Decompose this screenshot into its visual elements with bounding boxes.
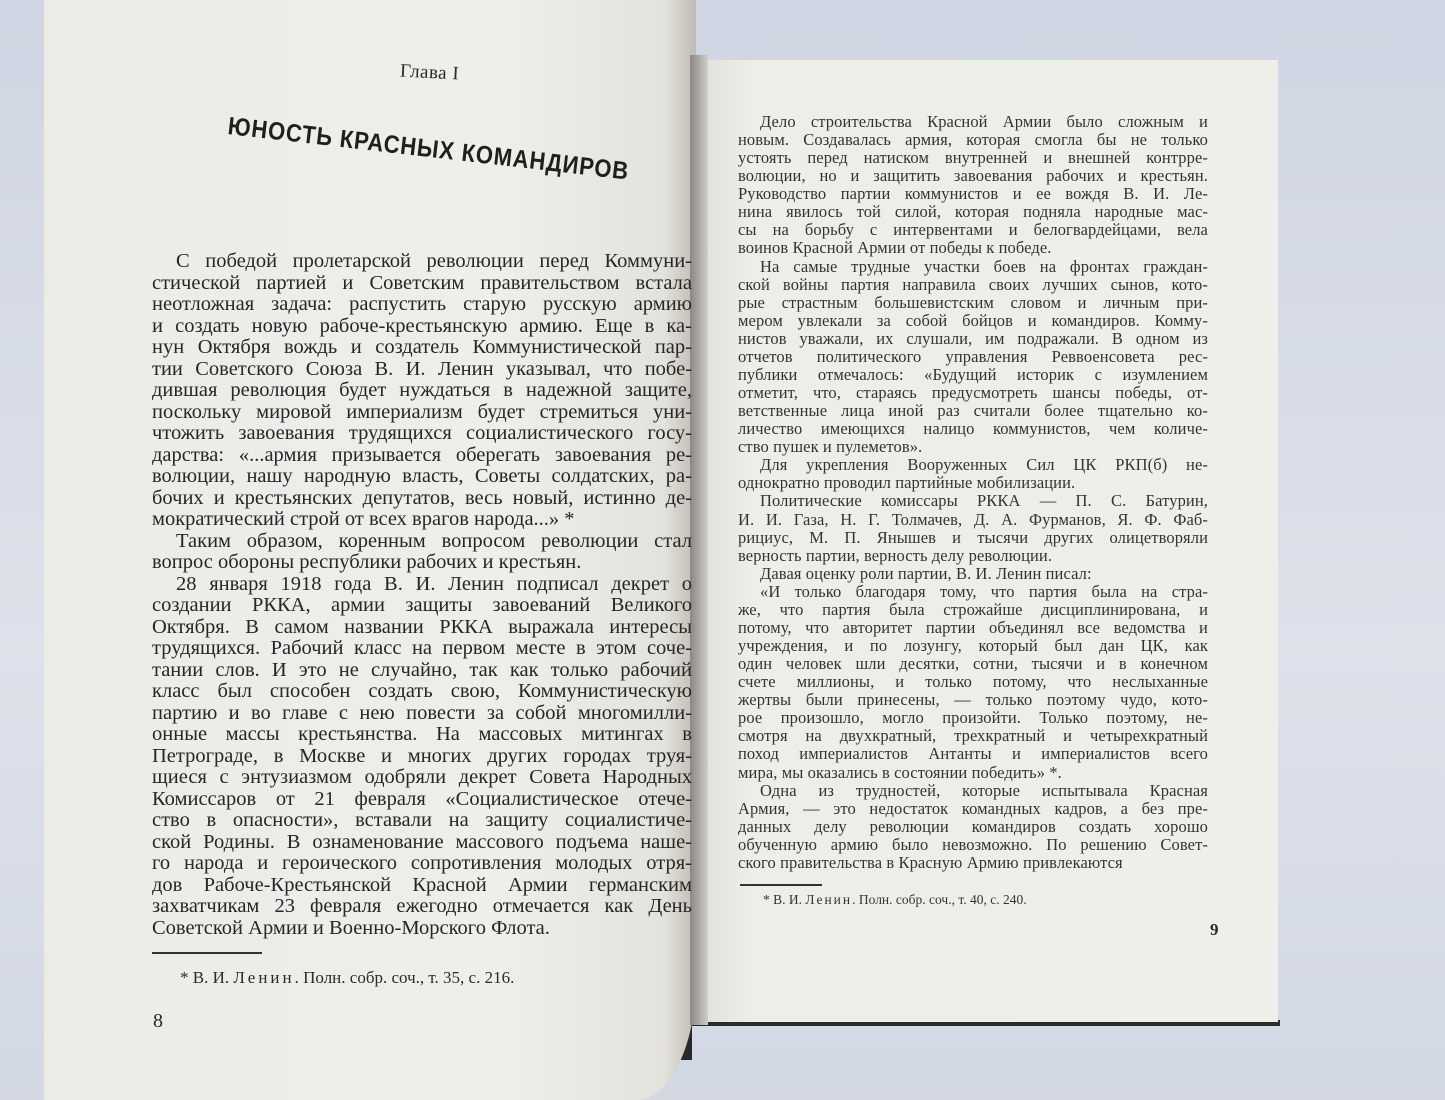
text-line: тании слов. И это не случайно, так как только рабочий — [152, 658, 692, 681]
text-line: С победой пролетарской революции перед Коммуни- — [176, 250, 692, 272]
text-line: стической партией и Советским правительством встала — [152, 271, 692, 294]
text-line: потому, что авторитет партии объединял все ведомства и — [738, 617, 1208, 637]
text-line: тии Советского Союза В. И. Ленин указывал, что побе- — [152, 357, 692, 380]
text-line: отчетов политического управления Реввоенсовета рес- — [738, 346, 1208, 366]
text-line: данных делу революции командиров создать хорошо — [738, 816, 1208, 836]
text-line: трудящихся. Рабочий класс на первом месте в этом соче- — [152, 637, 692, 659]
text-line: верность партии, верность делу революции. — [738, 545, 1053, 565]
text-line: ской Родины. В ознаменование массового подъема наше- — [152, 830, 692, 853]
text-line: ского правительства в Красную Армию привлекаются — [738, 852, 1123, 872]
text-line: жертвы были принесены, — только поэтому чудо, кото- — [738, 690, 1208, 710]
text-line: дившая революция будет нуждаться в надежной защите, — [152, 379, 692, 401]
text-line: мира, мы оказались в состоянии победить» *. — [738, 762, 1062, 782]
text-line: поскольку мировой империализм будет стремиться уни- — [152, 400, 692, 423]
text-line: Одна из трудностей, которые испытывала Красная — [760, 780, 1208, 800]
text-line: нун Октября вождь и создатель Коммунистической пар- — [152, 336, 692, 358]
text-line: волюции, нашу народную власть, Советы солдатских, ра- — [152, 465, 692, 487]
text-line: счете миллионы, и только потому, что неслыханные — [738, 672, 1208, 692]
text-line: дов Рабоче-Крестьянской Красной Армии германским — [152, 873, 692, 896]
footnote-author: Ленин — [233, 968, 295, 987]
footnote-prefix: * В. И. — [180, 968, 234, 987]
text-line: На самые трудные участки боев на фронтах граждан- — [760, 256, 1208, 276]
text-line: мером увлекали за собой бойцов и командиров. Комму- — [738, 310, 1208, 330]
text-line: и создать новую рабоче-крестьянскую армию. Еще в ка- — [152, 314, 692, 337]
text-line: го народа и героического сопротивления молодых отря- — [152, 852, 692, 874]
text-line: неотложная задача: распустить старую русскую армию — [152, 293, 692, 315]
text-line: партию и во главе с нею повести за собой многомилли- — [152, 701, 692, 724]
text-line: личество имеющихся налицо коммунистов, чем количе- — [738, 419, 1208, 439]
book-gutter — [690, 55, 708, 1025]
footnote-author: Ленин — [805, 892, 853, 907]
text-line: класс был способен создать свою, Коммунистическую — [152, 680, 692, 702]
footnote-source: . Полн. собр. соч., т. 35, с. 216. — [294, 968, 515, 987]
text-line: бочих и крестьянских депутатов, весь новый, истинно де- — [152, 486, 692, 509]
text-line: сы на борьбу с интервентами и белогвардейцами, вела — [738, 220, 1208, 240]
text-line: устоять перед натиском внутренней и внешней контрре- — [738, 148, 1208, 168]
text-line: публики отмечалось: «Будущий историк с изумлением — [738, 364, 1208, 384]
footnote-rule-right — [740, 884, 822, 886]
text-line: «И только благодаря тому, что партия была на стра- — [760, 581, 1208, 601]
text-line: рые страстным большевистским словом и личным при- — [738, 292, 1208, 312]
text-line: Октября. В самом названии РККА выражала интересы — [152, 615, 692, 638]
text-line: ство в опасности», вставали на защиту социалистиче- — [152, 809, 692, 831]
text-line: Политические комиссары РККА — П. С. Батурин, — [760, 491, 1208, 511]
footnote-left — [180, 968, 514, 988]
text-line: дарства: «...армия призывается оберегать завоевания ре- — [152, 443, 692, 466]
footnote-prefix: * В. И. — [763, 892, 806, 907]
chapter-label: Глава I — [399, 60, 460, 85]
text-line: Советской Армии и Военно-Морского Флота. — [152, 916, 550, 939]
text-line: рициус, М. П. Янышев и тысячи других олицетворяли — [738, 527, 1208, 547]
text-line: учреждения, и по лозунгу, который был дан ЦК, как — [738, 636, 1208, 656]
text-line: рое произошло, могло произойти. Только поэтому, не- — [738, 708, 1208, 728]
text-line: смотря на двухкратный, трехкратный и четырехкратный — [738, 726, 1208, 746]
text-line: чтожить завоевания трудящихся социалистического госу- — [152, 422, 692, 444]
text-line: воинов Красной Армии от победы к победе. — [738, 238, 1052, 258]
text-line: мократический строй от всех врагов народа...» * — [152, 508, 575, 530]
footnote-rule-left — [152, 952, 262, 954]
text-line: же, что партия была строжайше дисциплинирована, и — [738, 599, 1208, 619]
text-line: Дело строительства Красной Армии было сложным и — [760, 112, 1208, 131]
text-line: нистов уважали, их слушали, им подражали. В одном из — [738, 328, 1208, 348]
text-line: однократно проводил партийные мобилизации. — [738, 473, 1076, 493]
text-line: ство пушек и пулеметов». — [738, 437, 923, 457]
text-line: один человек шли десятки, сотни, тысячи и в конечном — [738, 654, 1208, 674]
text-line: Таким образом, коренным вопросом революции стал — [176, 529, 692, 552]
text-line: волюции, но и защитить завоевания рабочих и крестьян. — [738, 166, 1208, 186]
text-line: Армия, — это недостаток командных кадров, а без пре- — [738, 798, 1208, 818]
page-number-left: 8 — [153, 1010, 163, 1032]
text-line: ветственные лица иной раз считали более тщательно ко- — [738, 401, 1208, 421]
text-line: Петрограде, в Москве и многих других городах труя- — [152, 744, 692, 767]
text-line: новым. Создавалась армия, которая смогла бы не только — [738, 130, 1208, 150]
footnote-source: . Полн. собр. соч., т. 40, с. 240. — [852, 892, 1027, 907]
text-line: обученную армию было невозможно. По решению Совет- — [738, 834, 1208, 854]
chapter-title: ЮНОСТЬ КРАСНЫХ КОМАНДИРОВ — [226, 112, 631, 186]
text-line: 28 января 1918 года В. И. Ленин подписал декрет о — [176, 572, 692, 595]
text-line: создании РККА, армии защиты завоеваний Великого — [152, 594, 692, 616]
text-line: Комиссаров от 21 февраля «Социалистическое отече- — [152, 787, 692, 810]
text-line: щиеся с энтузиазмом одобряли декрет Совета Народных — [152, 766, 692, 788]
text-line: поход империалистов Антанты и империалистов всего — [738, 744, 1208, 764]
text-line: ской войны партия направила своих лучших сынов, кото- — [738, 274, 1208, 294]
text-line: нина явилось той силой, которая подняла народные мас- — [738, 202, 1208, 222]
text-line: Для укрепления Вооруженных Сил ЦК РКП(б) не- — [760, 455, 1208, 475]
text-line: вопрос обороны республики рабочих и крестьян. — [152, 551, 582, 573]
text-line: отметит, что, стараясь предусмотреть шансы победы, от- — [738, 383, 1208, 403]
text-line: Руководство партии коммунистов и ее вождя В. И. Ле- — [738, 184, 1208, 204]
page-number-right: 9 — [1210, 920, 1219, 939]
text-line: онные массы крестьянства. На массовых митингах в — [152, 723, 692, 745]
text-line: захватчикам 23 февраля ежегодно отмечается как День — [152, 895, 692, 917]
text-line: Давая оценку роли партии, В. И. Ленин писал: — [760, 563, 1092, 583]
footnote-right — [763, 892, 1027, 908]
text-line: И. И. Газа, Н. Г. Толмачев, Д. А. Фурманов, Я. Ф. Фаб- — [738, 509, 1208, 529]
